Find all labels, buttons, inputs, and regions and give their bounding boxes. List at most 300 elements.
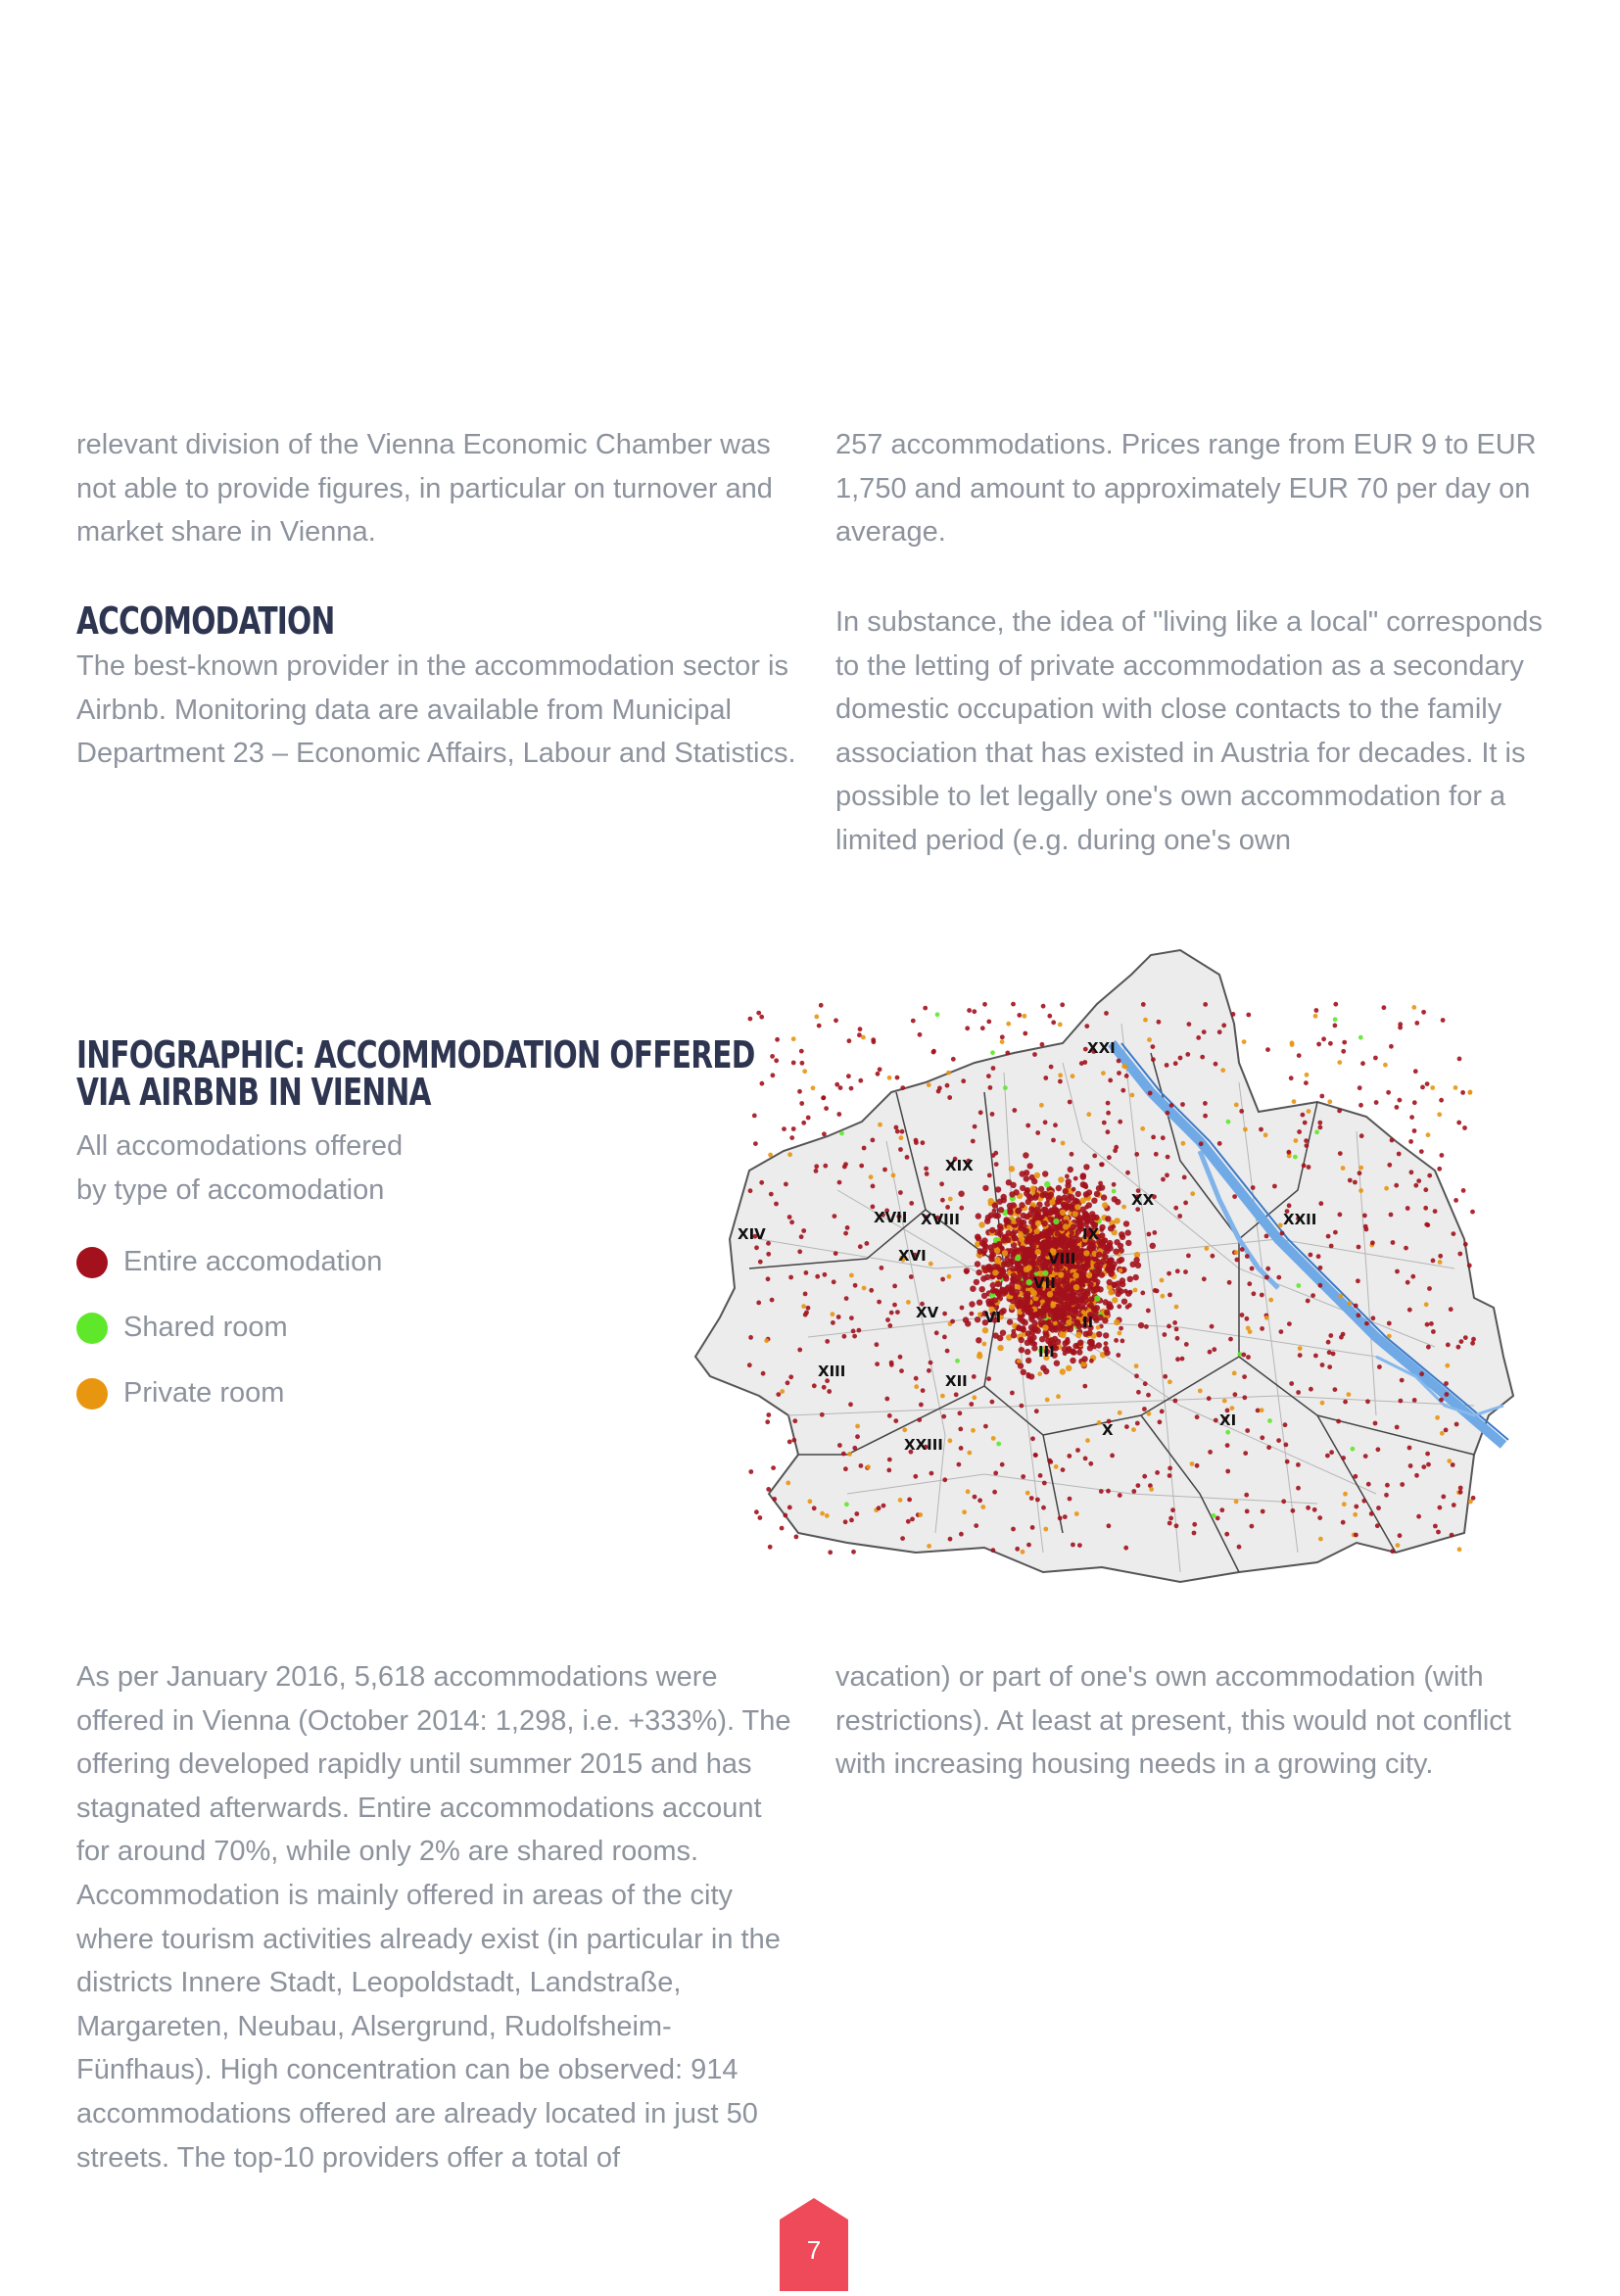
accommodation-point xyxy=(1089,1359,1094,1363)
accommodation-point xyxy=(1074,1511,1079,1516)
accommodation-point xyxy=(1240,1247,1245,1252)
infographic-title xyxy=(76,1033,755,1114)
accommodation-point xyxy=(1297,1053,1302,1058)
accommodation-point xyxy=(1328,1041,1333,1046)
accommodation-point xyxy=(1072,1343,1078,1349)
accommodation-point xyxy=(1154,1152,1159,1157)
accommodation-point xyxy=(1451,1462,1455,1467)
accommodation-point xyxy=(1075,1448,1080,1453)
accommodation-point xyxy=(1066,1319,1072,1325)
accommodation-point xyxy=(881,1504,886,1508)
accommodation-point xyxy=(1306,1506,1310,1510)
accommodation-point xyxy=(812,1383,817,1388)
accommodation-point xyxy=(808,1499,813,1504)
accommodation-point xyxy=(801,1228,806,1233)
accommodation-point xyxy=(858,1078,863,1083)
accommodation-point xyxy=(1314,1008,1319,1013)
district-label: XI xyxy=(1219,1411,1237,1429)
accommodation-point xyxy=(814,1015,819,1020)
accommodation-point xyxy=(1320,1363,1325,1367)
accommodation-point xyxy=(1173,1206,1178,1211)
accommodation-point xyxy=(1192,1531,1197,1536)
accommodation-point xyxy=(1433,1209,1438,1214)
accommodation-point xyxy=(1163,1374,1167,1379)
accommodation-point xyxy=(1006,1179,1012,1185)
accommodation-point xyxy=(1048,1240,1054,1246)
accommodation-point xyxy=(1039,1103,1044,1108)
accommodation-point xyxy=(935,1012,940,1017)
accommodation-point xyxy=(834,1251,838,1256)
accommodation-point xyxy=(914,1376,919,1381)
accommodation-point xyxy=(1165,1172,1169,1177)
accommodation-point xyxy=(780,1526,785,1531)
accommodation-point xyxy=(1035,1130,1040,1135)
accommodation-point xyxy=(765,1419,770,1424)
accommodation-point xyxy=(951,1057,956,1062)
accommodation-point xyxy=(1252,1291,1257,1296)
section-heading-accomodation: ACCOMODATION xyxy=(76,599,335,643)
accommodation-point xyxy=(1051,1020,1056,1025)
accommodation-point xyxy=(1398,1533,1403,1538)
accommodation-point xyxy=(1266,1445,1271,1450)
accommodation-point xyxy=(976,1269,981,1275)
accommodation-point xyxy=(1390,1549,1395,1554)
vienna-map xyxy=(691,945,1523,1592)
accommodation-point xyxy=(1019,1202,1024,1208)
accommodation-point xyxy=(913,1474,918,1479)
accommodation-point xyxy=(1374,1100,1379,1105)
accommodation-point xyxy=(927,1082,931,1087)
accommodation-point xyxy=(986,1376,991,1381)
accommodation-point xyxy=(1426,1462,1431,1467)
accommodation-point xyxy=(1232,1194,1237,1199)
accommodation-point xyxy=(799,1049,804,1054)
accommodation-point xyxy=(1127,1303,1132,1308)
accommodation-point xyxy=(1001,1261,1007,1267)
accommodation-point xyxy=(877,1300,881,1305)
accommodation-point xyxy=(1081,1356,1087,1362)
accommodation-point xyxy=(1053,1321,1058,1326)
district-label: VIII xyxy=(1048,1250,1076,1268)
accommodation-point xyxy=(1195,1463,1200,1468)
district-label: XX xyxy=(1131,1191,1155,1209)
top-left-text: relevant division of the Vienna Economic Chamber was not able to provide figures, in particular on turnover and market share in Vienna. xyxy=(76,429,773,549)
accommodation-point xyxy=(1307,1109,1311,1114)
accommodation-point xyxy=(882,1168,887,1172)
accommodation-point xyxy=(1040,1364,1046,1370)
accommodation-point xyxy=(1431,1329,1436,1334)
accommodation-point xyxy=(1014,1289,1020,1295)
accommodation-point xyxy=(1133,1288,1138,1293)
accommodation-point xyxy=(993,1471,998,1476)
accommodation-point xyxy=(974,1279,979,1285)
accommodation-point xyxy=(1167,1521,1172,1526)
infographic-subtitle xyxy=(76,1124,488,1212)
accommodation-point xyxy=(1242,1374,1247,1379)
accommodation-point xyxy=(1117,1071,1121,1076)
accommodation-point xyxy=(877,1506,881,1510)
accommodation-point xyxy=(1121,1205,1126,1210)
accommodation-point xyxy=(1290,1040,1295,1045)
accommodation-point xyxy=(1053,1219,1059,1224)
accommodation-point xyxy=(1327,1364,1332,1369)
accommodation-point xyxy=(970,1312,975,1316)
accommodation-point xyxy=(1062,1340,1068,1346)
accommodation-point xyxy=(970,1286,976,1292)
accommodation-point xyxy=(1429,1321,1434,1326)
accommodation-point xyxy=(1058,1271,1064,1277)
accommodation-point xyxy=(1024,1300,1029,1306)
accommodation-point xyxy=(937,1086,942,1091)
accommodation-point xyxy=(844,1502,849,1507)
accommodation-point xyxy=(1058,1176,1064,1182)
accommodation-point xyxy=(1320,1401,1325,1406)
accommodation-point xyxy=(1371,1315,1376,1320)
accommodation-point xyxy=(871,1138,876,1143)
accommodation-point xyxy=(1364,1321,1369,1326)
accommodation-point xyxy=(1279,1329,1284,1334)
accommodation-point xyxy=(1283,1422,1288,1427)
accommodation-point xyxy=(1080,1289,1086,1295)
accommodation-point xyxy=(1309,1387,1313,1392)
accommodation-point xyxy=(1088,1339,1094,1345)
accommodation-point xyxy=(823,1164,828,1169)
accommodation-point xyxy=(1246,1355,1251,1360)
accommodation-point xyxy=(1054,1464,1059,1469)
accommodation-point xyxy=(959,1206,964,1211)
accommodation-point xyxy=(1370,1240,1375,1245)
accommodation-point xyxy=(786,1380,790,1385)
accommodation-point xyxy=(1438,1506,1443,1510)
accommodation-point xyxy=(1450,1533,1454,1538)
accommodation-point xyxy=(802,1069,807,1074)
accommodation-point xyxy=(1003,1234,1009,1240)
accommodation-point xyxy=(1023,1227,1028,1233)
district-label: XVII xyxy=(874,1209,908,1226)
accommodation-point xyxy=(1108,1289,1114,1295)
accommodation-point xyxy=(1217,1029,1222,1034)
accommodation-point xyxy=(966,1489,971,1494)
legend-dot-entire-icon xyxy=(76,1247,108,1278)
accommodation-point xyxy=(1025,1330,1031,1336)
accommodation-point xyxy=(984,1274,990,1280)
accommodation-point xyxy=(1341,1166,1346,1171)
accommodation-point xyxy=(894,1125,899,1130)
accommodation-point xyxy=(760,1081,765,1086)
accommodation-point xyxy=(1316,1254,1321,1259)
accommodation-point xyxy=(1168,1516,1173,1521)
accommodation-point xyxy=(791,1438,796,1443)
accommodation-point xyxy=(1245,1428,1250,1433)
accommodation-point xyxy=(965,1026,970,1030)
accommodation-point xyxy=(972,1374,977,1379)
accommodation-point xyxy=(851,1550,856,1555)
accommodation-point xyxy=(1088,1303,1094,1309)
accommodation-point xyxy=(1071,1223,1076,1229)
accommodation-point xyxy=(1358,1035,1363,1040)
accommodation-point xyxy=(1214,1062,1218,1067)
accommodation-point xyxy=(931,1050,936,1055)
accommodation-point xyxy=(1020,1404,1024,1409)
accommodation-point xyxy=(910,1517,915,1522)
accommodation-point xyxy=(1108,1225,1114,1231)
accommodation-point xyxy=(1000,1268,1006,1274)
accommodation-point xyxy=(900,1129,905,1134)
accommodation-point xyxy=(884,1397,889,1402)
accommodation-point xyxy=(1251,1185,1256,1190)
accommodation-point xyxy=(1333,1002,1338,1007)
accommodation-point xyxy=(1101,1194,1107,1200)
accommodation-point xyxy=(1318,1283,1323,1288)
top-right-paragraph-2 xyxy=(835,600,1560,863)
accommodation-point xyxy=(1398,1026,1403,1030)
accommodation-point xyxy=(1361,1499,1366,1504)
accommodation-point xyxy=(1075,1218,1081,1223)
accommodation-point xyxy=(1333,1387,1338,1392)
accommodation-point xyxy=(1419,1149,1424,1154)
accommodation-point xyxy=(996,1291,1002,1297)
accommodation-point xyxy=(1066,1178,1072,1184)
accommodation-point xyxy=(1003,1275,1009,1281)
accommodation-point xyxy=(1195,1414,1200,1419)
accommodation-point xyxy=(1456,1345,1461,1350)
accommodation-point xyxy=(986,1074,991,1078)
accommodation-point xyxy=(1202,1029,1207,1034)
accommodation-point xyxy=(1296,1283,1301,1288)
accommodation-point xyxy=(1440,1431,1445,1436)
accommodation-point xyxy=(799,1234,804,1239)
accommodation-point xyxy=(1023,1031,1027,1036)
accommodation-point xyxy=(977,1353,982,1359)
district-label: XVI xyxy=(898,1247,927,1265)
accommodation-point xyxy=(1268,1298,1273,1303)
accommodation-point xyxy=(954,1392,959,1397)
accommodation-point xyxy=(887,1413,892,1418)
accommodation-point xyxy=(1151,1057,1156,1062)
accommodation-point xyxy=(1242,1395,1247,1400)
accommodation-point xyxy=(1384,1493,1389,1498)
accommodation-point xyxy=(939,1181,944,1186)
accommodation-point xyxy=(1048,1312,1054,1317)
accommodation-point xyxy=(1294,1138,1299,1143)
accommodation-point xyxy=(1227,1280,1232,1285)
accommodation-point xyxy=(1426,1132,1431,1137)
accommodation-point xyxy=(1183,1269,1188,1274)
accommodation-point xyxy=(1039,1336,1045,1342)
accommodation-point xyxy=(783,1513,787,1518)
accommodation-point xyxy=(1343,1400,1348,1405)
accommodation-point xyxy=(1338,1213,1343,1218)
accommodation-point xyxy=(869,1174,874,1179)
accommodation-point xyxy=(929,1262,933,1267)
accommodation-point xyxy=(787,1152,792,1157)
accommodation-point xyxy=(878,1123,882,1127)
accommodation-point xyxy=(1100,1241,1106,1247)
accommodation-point xyxy=(1087,1281,1093,1287)
accommodation-point xyxy=(1047,1291,1053,1297)
accommodation-point xyxy=(1296,1462,1301,1467)
accommodation-point xyxy=(1032,1312,1038,1317)
accommodation-point xyxy=(996,1442,1001,1447)
page-number: 7 xyxy=(806,2235,822,2265)
accommodation-point xyxy=(1034,1409,1039,1413)
accommodation-point xyxy=(1017,1297,1023,1303)
accommodation-point xyxy=(1155,1470,1160,1475)
accommodation-point xyxy=(1125,1171,1130,1175)
accommodation-point xyxy=(766,1412,771,1417)
accommodation-point xyxy=(1459,1339,1464,1344)
accommodation-point xyxy=(914,1384,919,1389)
accommodation-point xyxy=(1437,1112,1442,1117)
accommodation-point xyxy=(1467,1264,1472,1268)
accommodation-point xyxy=(756,1011,761,1016)
accommodation-point xyxy=(1358,1188,1363,1193)
accommodation-point xyxy=(822,1131,827,1136)
accommodation-point xyxy=(1131,1427,1136,1432)
accommodation-point xyxy=(1151,1044,1156,1049)
accommodation-point xyxy=(831,1312,835,1316)
accommodation-point xyxy=(994,1162,999,1167)
infographic-subtitle-line2: by type of accomodation xyxy=(76,1173,385,1206)
accommodation-point xyxy=(1027,1163,1033,1169)
accommodation-point xyxy=(1174,1305,1179,1310)
accommodation-point xyxy=(1106,1111,1111,1116)
accommodation-point xyxy=(1097,1420,1102,1425)
accommodation-point xyxy=(787,1440,792,1445)
accommodation-point xyxy=(848,1402,853,1407)
accommodation-point xyxy=(768,1153,773,1158)
accommodation-point xyxy=(1423,1187,1428,1192)
accommodation-point xyxy=(1034,1301,1040,1307)
accommodation-point xyxy=(1175,1357,1180,1362)
accommodation-point xyxy=(1439,1098,1444,1103)
accommodation-point xyxy=(1462,1125,1467,1130)
accommodation-point xyxy=(1224,1532,1229,1537)
accommodation-point xyxy=(1040,1309,1046,1315)
accommodation-point xyxy=(1026,1543,1031,1548)
accommodation-point xyxy=(1453,1198,1458,1203)
accommodation-point xyxy=(990,1050,995,1055)
accommodation-point xyxy=(889,1361,894,1365)
accommodation-point xyxy=(1081,1215,1087,1220)
accommodation-point xyxy=(1452,1503,1456,1507)
accommodation-point xyxy=(1077,1543,1082,1548)
accommodation-point xyxy=(1088,1461,1093,1466)
accommodation-point xyxy=(969,1301,975,1307)
accommodation-point xyxy=(861,1035,866,1040)
accommodation-point xyxy=(1310,1293,1315,1298)
accommodation-point xyxy=(1114,1319,1120,1325)
accommodation-point xyxy=(787,1215,792,1220)
accommodation-point xyxy=(1338,1294,1343,1299)
accommodation-point xyxy=(1043,1120,1048,1124)
accommodation-point xyxy=(836,1112,841,1117)
accommodation-point xyxy=(982,1185,988,1191)
accommodation-point xyxy=(797,1089,802,1094)
accommodation-point xyxy=(1167,1379,1172,1384)
accommodation-point xyxy=(761,1371,766,1376)
accommodation-point xyxy=(1293,1155,1298,1160)
accommodation-point xyxy=(895,1310,900,1315)
accommodation-point xyxy=(988,1198,994,1204)
accommodation-point xyxy=(1190,1191,1195,1196)
accommodation-point xyxy=(1031,1345,1037,1351)
accommodation-point xyxy=(886,1468,891,1473)
accommodation-point xyxy=(1327,1099,1332,1104)
accommodation-point xyxy=(1030,1525,1035,1530)
accommodation-point xyxy=(1118,1331,1122,1336)
accommodation-point xyxy=(1414,1021,1419,1026)
accommodation-point xyxy=(1248,1329,1253,1334)
accommodation-point xyxy=(946,1071,951,1076)
accommodation-point xyxy=(1318,1125,1323,1130)
accommodation-point xyxy=(1431,1259,1436,1264)
accommodation-point xyxy=(1075,1298,1081,1304)
accommodation-point xyxy=(1161,1135,1166,1140)
accommodation-point xyxy=(1463,1335,1468,1340)
accommodation-point xyxy=(1225,1430,1230,1435)
district-label: X xyxy=(1102,1421,1114,1439)
accommodation-point xyxy=(1362,1214,1367,1219)
accommodation-point xyxy=(977,1300,982,1306)
accommodation-point xyxy=(1125,1240,1131,1246)
accommodation-point xyxy=(1416,1178,1421,1183)
accommodation-point xyxy=(902,1427,907,1432)
accommodation-point xyxy=(919,1403,924,1408)
accommodation-point xyxy=(1042,1324,1048,1330)
accommodation-point xyxy=(1124,1074,1129,1078)
accommodation-point xyxy=(1287,1321,1292,1326)
accommodation-point xyxy=(747,1363,752,1367)
accommodation-point xyxy=(1411,1005,1416,1010)
accommodation-point xyxy=(976,1337,981,1343)
accommodation-point xyxy=(791,1036,796,1041)
accommodation-point xyxy=(1104,1350,1110,1356)
accommodation-point xyxy=(973,1124,977,1129)
accommodation-point xyxy=(748,1335,753,1340)
accommodation-point xyxy=(1441,1018,1446,1023)
accommodation-point xyxy=(961,1078,966,1083)
accommodation-point xyxy=(993,1332,999,1338)
accommodation-point xyxy=(1033,1266,1039,1271)
accommodation-point xyxy=(849,1315,854,1320)
accommodation-point xyxy=(1343,1492,1348,1497)
accommodation-point xyxy=(1423,1206,1428,1211)
accommodation-point xyxy=(1264,1234,1269,1239)
accommodation-point xyxy=(990,1112,995,1117)
accommodation-point xyxy=(775,1037,780,1042)
accommodation-point xyxy=(1342,1040,1347,1045)
accommodation-point xyxy=(978,1221,984,1227)
accommodation-point xyxy=(1068,1100,1072,1105)
accommodation-point xyxy=(1135,1263,1141,1268)
accommodation-point xyxy=(1471,1496,1476,1501)
accommodation-point xyxy=(842,1165,847,1170)
accommodation-point xyxy=(1131,1489,1136,1494)
accommodation-point xyxy=(885,1317,890,1322)
accommodation-point xyxy=(1419,1371,1424,1376)
accommodation-point xyxy=(819,1003,824,1008)
accommodation-point xyxy=(1001,1194,1007,1200)
accommodation-point xyxy=(1106,1129,1111,1134)
accommodation-point xyxy=(1015,1547,1020,1552)
accommodation-point xyxy=(787,1506,792,1510)
accommodation-point xyxy=(1333,1017,1338,1022)
accommodation-point xyxy=(1317,1121,1322,1125)
accommodation-point xyxy=(983,1424,988,1429)
accommodation-point xyxy=(782,1126,786,1131)
accommodation-point xyxy=(1064,1307,1070,1313)
